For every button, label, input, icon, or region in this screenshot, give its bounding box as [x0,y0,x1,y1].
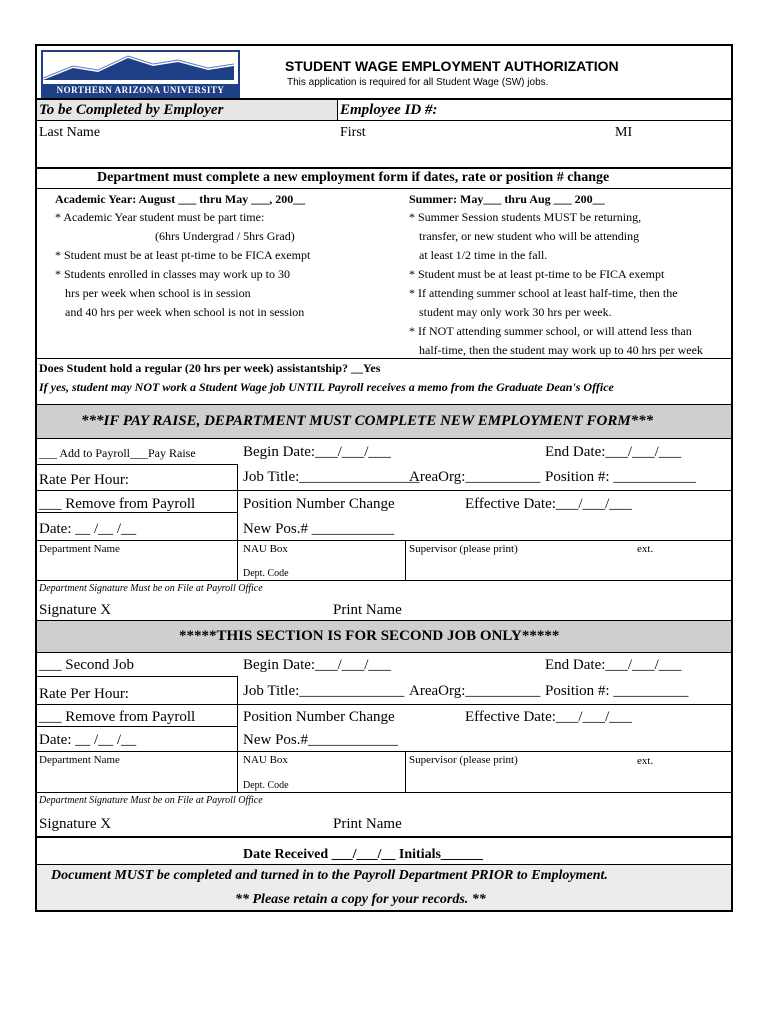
begin-date-field-2[interactable]: Begin Date:___/___/___ [243,657,391,673]
rate-per-hour-field[interactable]: Rate Per Hour: [39,472,129,488]
pay-raise-banner: ***IF PAY RAISE, DEPARTMENT MUST COMPLETE NEW EMPLOYMENT FORM*** [81,413,654,429]
new-pos-field[interactable]: New Pos.# ___________ [243,521,395,537]
ext-field-2[interactable]: ext. [637,755,654,767]
department-name-field[interactable]: Department Name [39,543,120,555]
supervisor-field[interactable]: Supervisor (please print) [409,543,518,555]
rate-per-hour-field-2[interactable]: Rate Per Hour: [39,686,129,702]
retain-copy-note: ** Please retain a copy for your records. ** [235,892,486,907]
area-org-field-2[interactable]: AreaOrg:__________ [409,683,541,699]
summer-line: * Summer Session students MUST be returning, [409,210,642,224]
signature-note-2: Department Signature Must be on File at Payroll Office [39,795,263,806]
academic-line: * Academic Year student must be part time: [55,210,265,224]
mountain-icon [43,52,234,80]
department-name-field-2[interactable]: Department Name [39,754,120,766]
employer-heading: To be Completed by Employer [39,102,224,118]
form-title: STUDENT WAGE EMPLOYMENT AUTHORIZATION [285,58,619,74]
second-job-banner: *****THIS SECTION IS FOR SECOND JOB ONLY***** [179,628,560,644]
dept-notice: Department must complete a new employment form if dates, rate or position # change [97,170,610,185]
assistantship-note: If yes, student may NOT work a Student Wage job UNTIL Payroll receives a memo from the Graduate Dean's Office [39,380,614,394]
job-title-field[interactable]: Job Title:________________ [243,469,420,485]
end-date-field[interactable]: End Date:___/___/___ [545,444,682,460]
mi-label[interactable]: MI [615,125,633,140]
signature-field[interactable]: Signature X [39,602,112,618]
first-name-label[interactable]: First [340,125,366,140]
dept-code-field-2[interactable]: Dept. Code [243,780,289,791]
dept-code-field[interactable]: Dept. Code [243,568,289,579]
employee-id-label[interactable]: Employee ID #: [340,102,438,118]
add-to-payroll-field[interactable]: ___ Add to Payroll___Pay Raise [39,446,196,460]
academic-line: * Students enrolled in classes may work up to 30 [55,267,290,281]
summer-line: * If attending summer school at least half-time, then the [409,286,678,300]
summer-line: transfer, or new student who will be attending [419,229,640,243]
logo-text: NORTHERN ARIZONA UNIVERSITY [43,84,238,96]
date-received-field[interactable]: Date Received ___/___/__ Initials______ [243,847,483,862]
summer-line: * Student must be at least pt-time to be FICA exempt [409,267,665,281]
signature-note: Department Signature Must be on File at Payroll Office [39,583,263,594]
academic-heading: Academic Year: August ___ thru May ___, 200__ [55,192,306,206]
ext-field[interactable]: ext. [637,543,654,555]
end-date-field-2[interactable]: End Date:___/___/___ [545,657,682,673]
form-subtitle: This application is required for all Student Wage (SW) jobs. [287,77,549,88]
date-field[interactable]: Date: __ /__ /__ [39,521,137,537]
print-name-field[interactable]: Print Name [333,602,402,618]
signature-field-2[interactable]: Signature X [39,816,112,832]
nau-box-field-2[interactable]: NAU Box [243,754,288,766]
effective-date-field-2[interactable]: Effective Date:___/___/___ [465,709,632,725]
summer-heading: Summer: May___ thru Aug ___ 200__ [409,192,605,206]
nau-box-field[interactable]: NAU Box [243,543,288,555]
supervisor-field-2[interactable]: Supervisor (please print) [409,754,518,766]
date-field-2[interactable]: Date: __ /__ /__ [39,732,137,748]
must-complete-note: Document MUST be completed and turned in to the Payroll Department PRIOR to Employment. [51,868,608,883]
academic-line: * Student must be at least pt-time to be FICA exempt [55,248,311,262]
summer-line: half-time, then the student may work up to 40 hrs per week [419,343,703,357]
summer-line: * If NOT attending summer school, or will attend less than [409,324,692,338]
position-change-label: Position Number Change [243,496,395,512]
job-title-field-2[interactable]: Job Title:______________ [243,683,405,699]
academic-line: and 40 hrs per week when school is not in session [65,305,305,319]
summer-line: at least 1/2 time in the fall. [419,248,548,262]
assistantship-question[interactable]: Does Student hold a regular (20 hrs per week) assistantship? __Yes [39,361,381,375]
position-number-field[interactable]: Position #: ___________ [545,469,696,485]
print-name-field-2[interactable]: Print Name [333,816,402,832]
second-job-field[interactable]: ___ Second Job [39,657,134,673]
position-number-field-2[interactable]: Position #: __________ [545,683,689,699]
academic-line: hrs per week when school is in session [65,286,251,300]
academic-line: (6hrs Undergrad / 5hrs Grad) [155,229,295,243]
position-change-label-2: Position Number Change [243,709,395,725]
summer-line: student may only work 30 hrs per week. [419,305,612,319]
nau-logo [41,50,240,98]
wage-authorization-form [35,44,733,912]
remove-from-payroll-field[interactable]: ___ Remove from Payroll [39,496,196,512]
area-org-field[interactable]: AreaOrg:__________ [409,469,541,485]
last-name-label[interactable]: Last Name [39,125,101,140]
remove-from-payroll-field-2[interactable]: ___ Remove from Payroll [39,709,196,725]
effective-date-field[interactable]: Effective Date:___/___/___ [465,496,632,512]
new-pos-field-2[interactable]: New Pos.#____________ [243,732,399,748]
begin-date-field[interactable]: Begin Date:___/___/___ [243,444,391,460]
